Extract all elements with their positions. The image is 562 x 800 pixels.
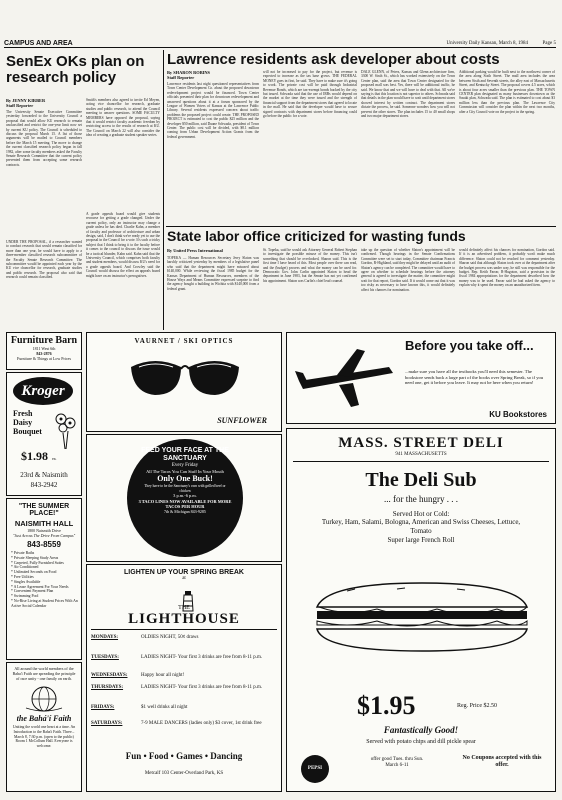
lawrence-body-a: Lawrence residents last night questioned representatives from Town Center Development Co. about the proposed downtown redevelopment project would be financed. Town Center officials presented their plan for downtown redevelopment and answered questions about it at a forum sponsored by the League of Women Voters of Kansas at the Lawrence Public Library. Several residents expressed concern about traffic problems the proposed project could create. THE PROPOSED PROJECT is estimated to cost the public $25 million and the developer $50 million, said Duane Schwada, president of Town Center. The public cost will be divided, with $8.1 million coming from Urban Development Action Grants from the federal government. [167,82,259,139]
night-day: MONDAYS: [91,635,119,640]
senex-body-a: The University Senate Executive Committee yesterday forwarded to the University Council a proposal that would allow KU research to remain unclassified and restrict the one-year limit now set by current KU policy. The Council is scheduled to discuss the proposal March 15. A list of those arguments will be mailed to Council members before the March 15 meeting. The move to change the current classified research policy began in fall 1982, after some faculty members asked the Faculty Senate Research Committee that the current policy prevented them from accepting some research contracts. [6,110,82,167]
vaurnet-brand: SUNFLOWER [217,416,267,425]
bahai-name: the Bahá'í Faith [16,714,72,723]
naismith-address: 1800 Naismith Drive [27,528,61,533]
pepsi-logo: PEPSI [301,755,329,783]
deli-roll: Super large French Roll [387,536,455,544]
labor-body-c: take up the question of whether Slaton's appointment will be confirmed. Though hearings in the Senate Confirmations Committee were set to start today, Committee chairman Francis Gordon, R-Highland, said they might be delayed until an audit of Slaton's agency can be completed. The committee would have to agree on whether to schedule hearings before the attorney general is agreed to investigate the matter, the committee might wait for that report, Gordon said. If it would come out that it was too risky as necessary to have known this, it would definitely affect his chances for nomination. [361,248,455,292]
night-deal: $1 well drinks all night [141,705,188,710]
kroger-item: Fresh Daisy Bouquet [13,409,42,436]
bahai-intro: All around the world members of the Baha'i Faith are spreading the principle of race unity - one family on earth. [12,666,76,681]
list-item [91,655,277,669]
sanctuary-deal: Only One Buck! [157,474,213,484]
naismith-feature: Air Conditioned [13,565,39,570]
naismith-feature: No-Rise Living at Student Prices With An Active Social Calendar [11,598,78,608]
deli-address: 941 MASSACHUSETTS [395,452,447,457]
sanctuary-hours: 3 p.m.-6 p.m. [173,493,197,499]
list-item: * A Lease Agreement For Your Needs [11,584,69,589]
deli-tagline: Fantastically Good! [383,725,459,735]
senex-body-b: UNDER THE PROPOSAL, if a researcher wanted to conduct research that would remain classified for more than one year, he would have to apply to a three-member classified research subcommittee of the Faculty Senate Research Committee. The subcommittee would be appointed each year by the KU vice chancellor for research, graduate studies and public research. The proposal also said that research could remain classified. [6,240,82,280]
list-item [91,685,277,699]
naismith-feature: Carpeted, Fully Furnished Suites [13,560,64,565]
naismith-hall-ad [6,498,82,660]
airplane-icon [293,341,397,413]
kroger-price-unit: ea. [52,456,57,461]
furniture-line-2: 843-2876 [36,351,52,356]
deli-with: Served with potato chips and dill pickle spear [366,739,476,745]
divider [293,461,549,462]
vaurnet-title: VAURNET / SKI OPTICS [134,337,234,345]
lighthouse-footer: Fun • Food • Games • Dancing [125,751,243,761]
night-deal: LADIES NIGHT- Your first 3 drinks are free from 8-11 p.m. [141,655,263,660]
kroger-price-group [21,447,57,465]
sanctuary-subtitle: Every Friday [171,463,199,468]
kroger-phone: 843-2942 [30,481,58,489]
night-day: SATURDAYS: [91,721,123,726]
sandwich-icon [307,577,537,657]
lighthouse-the: THE [178,605,190,611]
sanctuary-deal-2: 3 TACO LINES NOW AVAILABLE FOR MORE TACOS PER HOUR [138,498,232,510]
bahai-faith-ad [6,662,82,792]
naismith-feature: Private Baths [13,551,35,555]
labor-body-a: TOPEKA — Human Resources Secretary Jerry Slaton was harshly criticized yesterday by members of a legislative panel who said that the department might have misused about $140,000. While reviewing the fiscal 1985 budget for the Kansas Department of Human Resources, members of the House Ways and Means Committee expressed surprise to find the agency bought a building in Wichita with $140,000 from a federal grant. [167,256,259,291]
list-item [91,721,277,735]
sanctuary-title: FEED YOUR FACE AT THE SANCTUARY [141,447,229,462]
senex-byline: By JENNY KIRBER Staff Reporter [6,98,46,109]
sunglasses-icon [125,351,245,407]
lighthouse-address: Metcalf 103 Center-Overland Park, KS [144,771,224,776]
ku-bookstores-ad [286,332,556,424]
globe-icon [22,684,66,714]
labor-headline: State labor office criticized for wasting funds [167,228,466,244]
night-deal: LADIES NIGHT- Your first 3 drinks are free from 8-11 p.m. [141,685,263,690]
naismith-feature: Free Utilities [13,574,34,579]
kroger-ad [6,372,82,496]
list-item: * Carpeted, Fully Furnished Suites [11,560,64,565]
sanctuary-small: They have to be the Sanctuary's own with grilled beef or chicken [144,484,226,493]
lighthouse-name: LIGHTHOUSE [128,611,240,627]
sanctuary-lead: All The Tacos You Can Stuff In Your Mouth [146,469,224,474]
vaurnet-ski-optics-ad [86,332,282,432]
list-item: * Convenient Payment Plan [11,589,54,594]
lighthouse-title: LIGHTEN UP YOUR SPRING BREAK [124,569,244,576]
night-day: TUESDAYS: [91,655,119,660]
deli-subtitle: ... for the hungry . . . [384,494,458,504]
deli-coupon: No Coupons accepted with this offer. [462,755,542,768]
night-deal: OLDIES NIGHT, 50¢ draws [141,635,199,640]
lawrence-byline: By SHARON ROBINS Staff Reporter [167,70,210,81]
page-header [4,40,556,48]
night-day: THURSDAYS: [91,685,124,690]
naismith-name: NAISMITH HALL [14,519,74,528]
list-item: * Unlimited Seconds on Food [11,570,57,575]
night-deal: 7-9 MALE DANCERS (ladies only) $3 cover, 1st drink free [141,721,262,726]
lawrence-body-c: DALE GLENN, of Peters, Kansas and Glenn architecture firm, 3300 W. Sixth St., which has worked extensively on the Town Center plan, said the area that Town Center designated for the proposed mall was best. Yes, there will be additional traffic, he said. We know that and we will have to deal with that. All we're saying is that this location is not superior to others. Schwada said that details in the plan would have to wait until department stores showed interest by written contract. The department stores dictate the process, he said. Someone wonders how you will not prevent the other stores. The plan includes 15 to 40 small shops and two major department stores. [361,70,455,119]
list-item: * Swimming Pool [11,594,39,599]
mass-street-deli-ad [286,428,556,792]
lighthouse-at: at [182,576,186,581]
kroger-logo: Kroger [13,377,73,405]
deli-offer: offer good Tues. thru Sun. March 6-11 [370,757,424,768]
naismith-feature: Swimming Pool [13,594,39,599]
naismith-phone: 843-8559 [27,540,61,549]
section-rule [166,226,556,227]
night-day: FRIDAYS: [91,705,115,710]
furniture-line-3: Furniture & Things at Low Prices [16,356,72,361]
naismith-feature: Unlimited Seconds on Food [13,570,57,575]
deli-reg-price: Reg. Price $2.50 [457,703,497,709]
kroger-price: $1.98 [21,449,48,463]
kubooks-body: ...make sure you have all the textbooks you'll need this semester. The bookstore sends back a large part of the books over Spring Break, so if you need one, get it before you leave. It may not be here when you return! [405,369,544,386]
list-item: * Air Conditioned [11,565,39,570]
list-item [91,705,277,719]
deli-header: MASS. STREET DELI [338,435,504,451]
labor-body-d: would definitely affect his chances for nomination, Gordon said. If it is an advertised problem, it probably won't make much difference. Slaton could not be reached for comment yesterday. Sharon said that although Slaton took over at the department after the budget process was under way, he still was responsible for the budget. Rep. Keith Farrar, R-Hugoton, said a provision in the fiscal 1984 appropriations for the department described how the money was to be used. Farrar said he had asked the agency to explain why it spent the money on an unauthorized item. [459,248,555,288]
naismith-tagline: "THE SUMMER PLACE!" [18,503,70,517]
lighthouse-ad [86,564,282,792]
night-deal: Happy hour all night! [141,673,185,678]
furniture-barn-ad [6,332,82,370]
page-number: Page 5 [542,41,556,46]
kroger-address: 23rd & Naismith [20,471,68,479]
list-item: * Singles Available [11,579,41,584]
naismith-feature: Singles Available [13,579,41,584]
list-item: * Free Utilities [11,574,34,579]
labor-byline: By United Press International [167,248,223,253]
column-rule [163,50,164,330]
sanctuary-ad [86,434,282,562]
naismith-subtitle: "Just Across The Drive From Campus" [12,533,76,538]
senex-body-c: Smith's members also agreed to invite Ed Meyen, acting vice chancellor for research, graduate studies and public research, to attend the Council meeting to answer questions. SOME FACULTY MEMBERS have opposed the proposal, saying that it would restrict faculty academic freedom by restricting access to the results of research at KU. The Council on March 22 will also consider the idea of creating a graduate student speaker series. [86,98,160,138]
senex-headline: SenEx OKs plan on research policy [6,53,145,86]
section-title: CAMPUS AND AREA [4,40,73,47]
naismith-feature: Convenient Payment Plan [13,589,54,594]
lawrence-body-d: Additional parking would be built next to the northwest corner of the area along Sixth Street. The mall area includes the area between Sixth and Seventh streets, the alley east of Massachusetts Street, and Kentucky Street. The proposal covers 4.5 acres, which is about four acres smaller than the previous plan. THE TOWN CENTER plan designated as many businesses downtown as the Sasaki plan, Schwada said. The plan is estimated to cost about $3 million less than the previous plan. The Lawrence City Commission will consider the plan within the next two months, after a City Council vote on the project in the spring. [459,70,555,114]
lawrence-body-b: will not be increased to pay for the project, but revenue is expected to increase as the tax base grows. THE FEDERAL MONEY goes in first, he said. They have to make sure it's going to work. The private cost will be paid through Industrial Revenue Bonds, which are tax-exempt bonds backed by the city but issued. Schwada said that the use of IRBs would depend on the market at the time they were issued and the strength of financial support from the department stores that agreed to locate in the mall. He said that the developer would have to secure signed contracts with department stores before financing could go before the public for a vote. [263,70,357,119]
sanctuary-footer: 7th & Michigan 843-9285 [164,509,206,515]
kubooks-headline: Before you take off... [405,338,534,353]
divider [91,629,277,630]
naismith-feature-list [7,551,81,609]
lawrence-headline: Lawrence residents ask developer about costs [167,51,500,68]
naismith-feature: Private Sleeping Study Areas [13,555,59,560]
naismith-feature: A Lease Agreement For Your Needs [13,584,69,589]
senex-body-d: A grade appeals board would give students recourse for getting a grade changed. Under the current policy, only an instructor may change a grade unless he has died. Charlie Kahn, a member of faculty and professor of architecture and urban design, said, I don't think we're ready yet to use the proposal in the Council for a vote. It's such a tricky subject that I think to bring it to the faculty before it comes to the council to discuss the issue would be a tactical blunder, Kahn said. Kahn said that the University Council, which comprises both faculty and student members, would discuss KU's need for a grade appeals board. And Crowley said the Council would discuss the effect an appeals board might have on an instructor's prerogatives. [86,212,160,278]
sanctuary-circle [127,439,243,557]
list-item: * Private Baths [11,551,35,555]
night-day: WEDNESDAYS: [91,673,128,678]
bahai-detail: Uniting the world one heart at a time. An Introduction to the Baha'i Faith. Three... March 8, 7:30 p.m. (open to the public) Room 1 McCollum Hall. Everyone is welcome. [12,725,76,749]
deli-ingredients: Turkey, Ham, Salami, Bologna, American and Swiss Cheeses, Lettuce, Tomato [321,518,521,535]
labor-body-b: St. Topeka, said he would ask Attorney General Robert Stephan to investigate the possible misuse of the money. This isn't something that should be overlooked, Sharon said. This is the first time I have heard of this. Most people over there can read, and the (budget) process and what the money can be used for. Democratic Gov. John Carlin appointed Slaton to head the department in June 1983, but the Senate has not yet confirmed his appointment. Slaton was Carlin's chief lead counsel. [263,248,357,283]
deli-served: Served Hot or Cold: [392,510,450,518]
furniture-title: Furniture Barn [10,335,78,346]
list-item: * Private Sleeping Study Areas [11,555,59,560]
flower-bouquet-icon [51,411,79,451]
furniture-line-1: 1811 West 6th [32,346,56,351]
date-line: University Daily Kansan, March 8, 1984 [446,41,528,46]
deli-price: $1.95 [357,691,416,720]
kubooks-brand: KU Bookstores [489,410,547,419]
deli-title: The Deli Sub [365,469,477,491]
list-item: * No-Rise Living at Student Prices With An Active Social Calendar [11,598,78,608]
list-item [91,635,277,649]
